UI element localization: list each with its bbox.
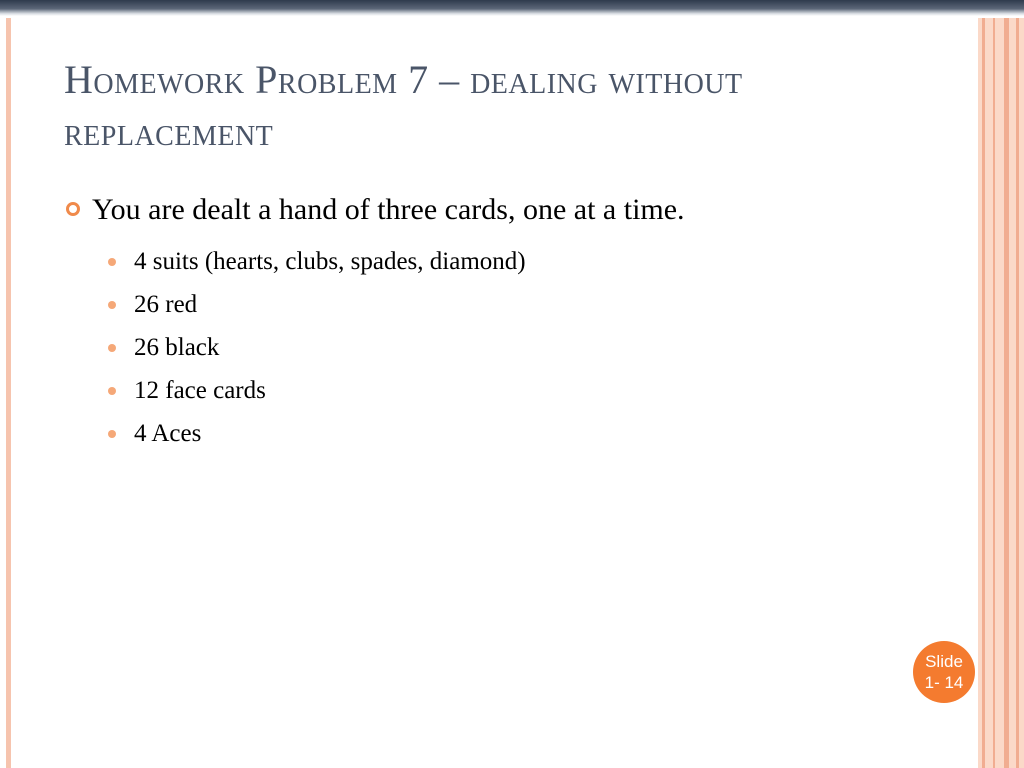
ring-bullet-icon [66, 202, 80, 216]
bullet-item [64, 190, 864, 230]
left-decorative-rule [6, 18, 11, 768]
dot-bullet-icon [108, 258, 116, 266]
dot-bullet-icon [108, 430, 116, 438]
sub-bullet-list [64, 240, 864, 455]
slide-content [64, 190, 864, 455]
slide-number-badge [913, 641, 975, 703]
sub-bullet-text: 4 suits (hearts, clubs, spades, diamond) [134, 248, 526, 275]
sub-bullet-text: 26 red [134, 291, 198, 318]
sub-bullet-item [64, 326, 864, 369]
slide-title: Homework Problem 7 – dealing without replacement [64, 57, 743, 154]
slide-badge-label: Slide [925, 652, 963, 671]
right-stripe [993, 18, 995, 768]
sub-bullet-item [64, 240, 864, 283]
slide-badge-number: 1- 14 [924, 673, 964, 692]
sub-bullet-text: 12 face cards [134, 377, 266, 404]
dot-bullet-icon [108, 344, 116, 352]
bullet-text: You are dealt a hand of three cards, one at a time. [92, 193, 685, 226]
right-stripe [982, 18, 985, 768]
top-gradient-bar [0, 0, 1024, 16]
sub-bullet-item [64, 369, 864, 412]
sub-bullet-text: 26 black [134, 334, 220, 361]
sub-bullet-item [64, 412, 864, 455]
dot-bullet-icon [108, 301, 116, 309]
dot-bullet-icon [108, 387, 116, 395]
sub-bullet-item [64, 283, 864, 326]
sub-bullet-text: 4 Aces [134, 420, 202, 447]
right-stripe [1016, 18, 1019, 768]
right-stripe [1004, 18, 1009, 768]
